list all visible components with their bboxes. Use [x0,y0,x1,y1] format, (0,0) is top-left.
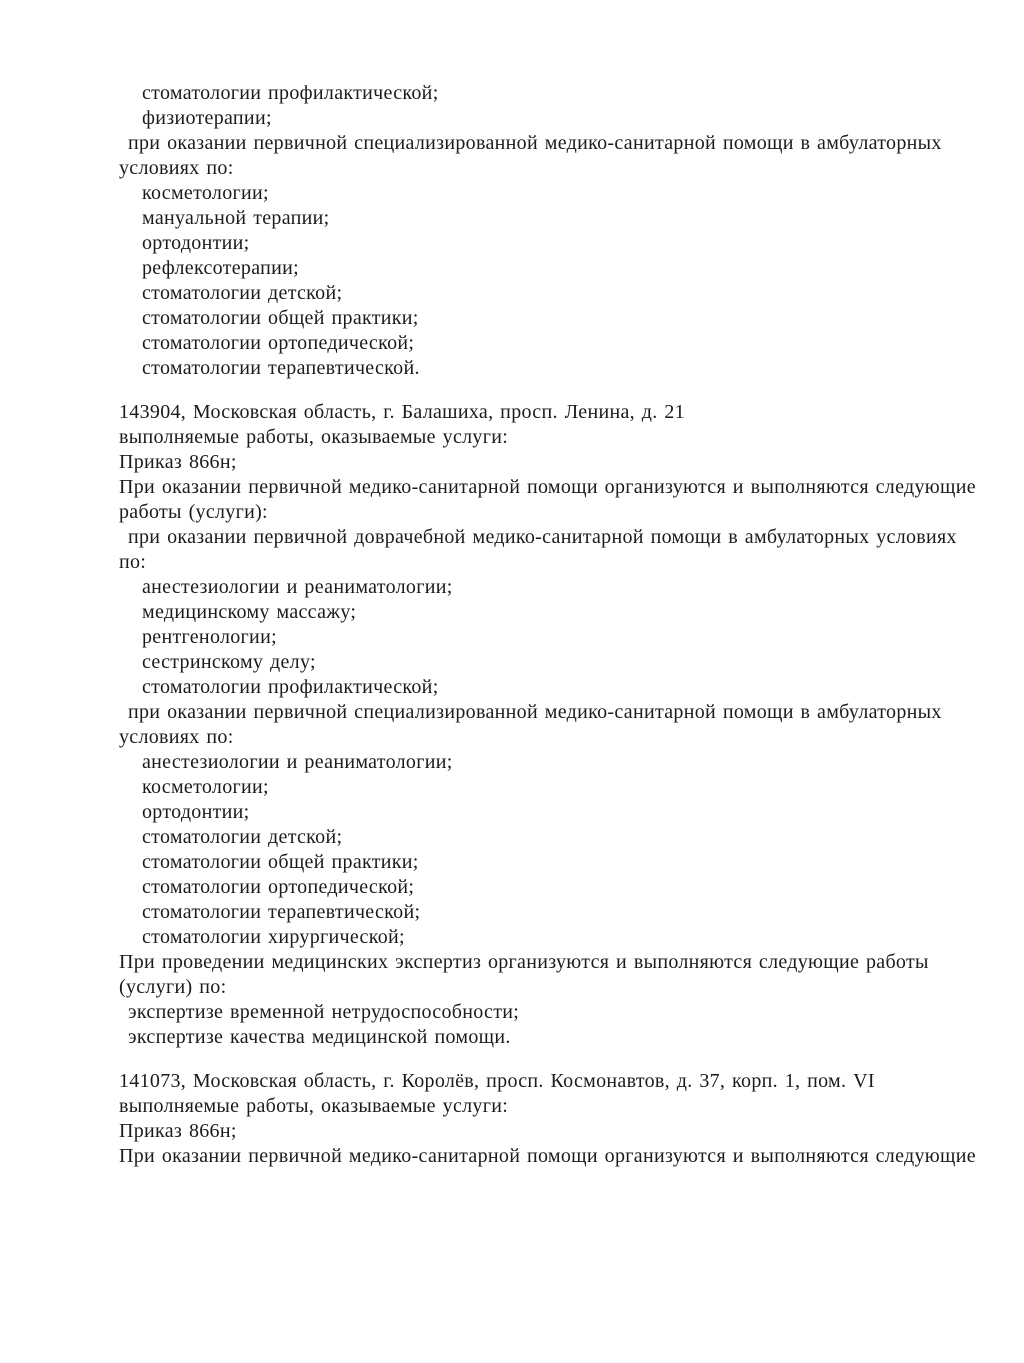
section-address-block-korolyov [119,1069,984,1169]
text-line: стоматологии терапевтической. [142,357,420,379]
text-line: стоматологии терапевтической; [142,901,421,923]
text-line: экспертизе качества медицинской помощи. [128,1026,511,1048]
text-line: ортодонтии; [142,232,250,254]
text-line: рентгенологии; [142,626,277,648]
text-line: стоматологии общей практики; [142,851,419,873]
section-services-list-continuation [119,81,984,381]
text-line: стоматологии ортопедической; [142,876,415,898]
text-line: стоматологии детской; [142,282,343,304]
text-line: работы (услуги): [119,501,268,523]
text-line: стоматологии ортопедической; [142,332,415,354]
text-line: сестринскому делу; [142,651,316,673]
text-line: мануальной терапии; [142,207,330,229]
text-line: анестезиологии и реаниматологии; [142,576,453,598]
text-line: 143904, Московская область, г. Балашиха, просп. Ленина, д. 21 [119,401,685,423]
section-address-block-balashikha [119,400,984,1050]
text-line: При проведении медицинских экспертиз организуются и выполняются следующие работы [119,951,929,973]
text-line: Приказ 866н; [119,451,237,473]
text-line: при оказании первичной специализированной медико-санитарной помощи в амбулаторных [128,132,942,154]
text-line: При оказании первичной медико-санитарной помощи организуются и выполняются следующие [119,1145,976,1167]
text-line: выполняемые работы, оказываемые услуги: [119,1095,509,1117]
text-line: косметологии; [142,182,269,204]
text-line: При оказании первичной медико-санитарной помощи организуются и выполняются следующие [119,476,976,498]
text-line: стоматологии профилактической; [142,676,439,698]
text-line: при оказании первичной доврачебной медико-санитарной помощи в амбулаторных условиях [128,526,957,548]
text-line: условиях по: [119,726,234,748]
text-line: рефлексотерапии; [142,257,299,279]
text-line: 141073, Московская область, г. Королёв, просп. Космонавтов, д. 37, корп. 1, пом. VI [119,1070,875,1092]
text-line: при оказании первичной специализированной медико-санитарной помощи в амбулаторных [128,701,942,723]
text-line: стоматологии детской; [142,826,343,848]
text-line: экспертизе временной нетрудоспособности; [128,1001,520,1023]
text-line: выполняемые работы, оказываемые услуги: [119,426,509,448]
text-line: медицинскому массажу; [142,601,357,623]
text-line: стоматологии хирургической; [142,926,405,948]
text-line: условиях по: [119,157,234,179]
text-line: анестезиологии и реаниматологии; [142,751,453,773]
text-line: (услуги) по: [119,976,227,998]
text-line: Приказ 866н; [119,1120,237,1142]
text-line: ортодонтии; [142,801,250,823]
text-line: стоматологии общей практики; [142,307,419,329]
text-line: физиотерапии; [142,107,272,129]
text-line: косметологии; [142,776,269,798]
document-content [119,81,984,1169]
text-line: по: [119,551,147,573]
text-line: стоматологии профилактической; [142,82,439,104]
